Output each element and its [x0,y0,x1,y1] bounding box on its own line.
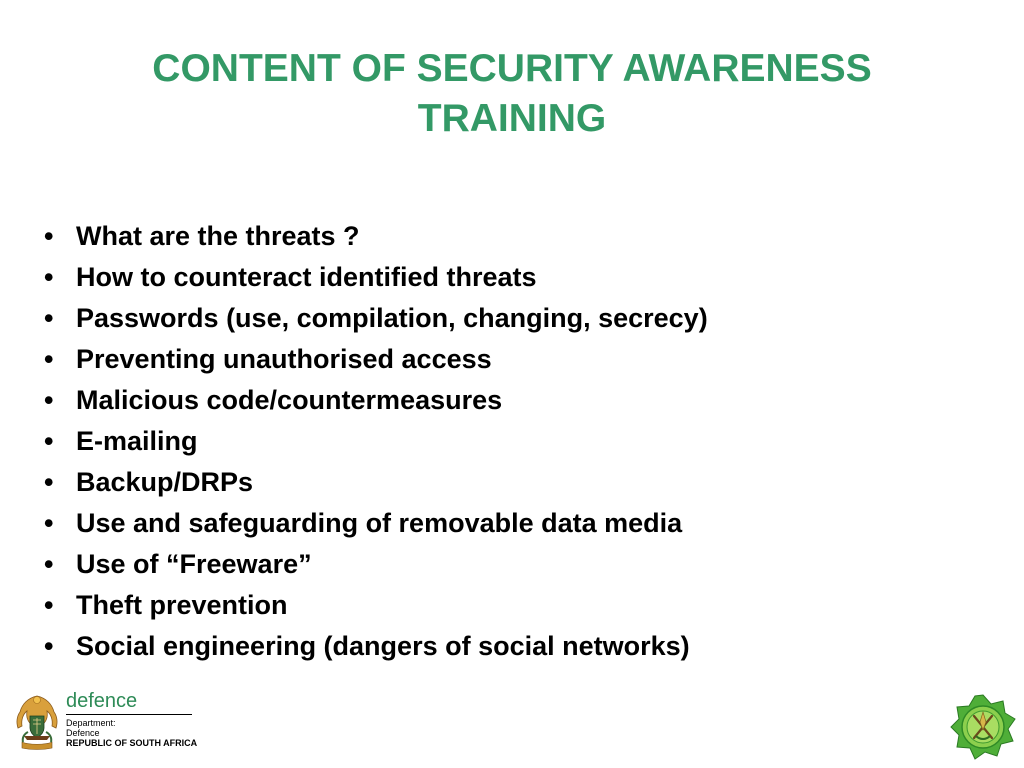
logo-department-label: Department: [66,718,116,728]
list-item [42,421,708,462]
logo-divider [66,714,192,715]
bullet-dot: • [44,467,54,497]
bullet-text: E-mailing [76,426,198,456]
sandf-badge-icon [950,694,1016,760]
list-item [42,462,708,503]
bullet-text: Passwords (use, compilation, changing, secrecy) [76,303,708,333]
list-item [42,298,708,339]
bullet-text: Theft prevention [76,590,288,620]
bullet-dot: • [44,549,54,579]
slide-title-line-1: CONTENT OF SECURITY AWARENESS [152,47,872,90]
bullet-text: How to counteract identified threats [76,262,537,292]
bullet-dot: • [44,303,54,333]
bullet-dot: • [44,221,54,251]
logo-text-block [66,690,206,749]
bullet-text: Use of “Freeware” [76,549,312,579]
list-item [42,380,708,421]
bullet-text: Backup/DRPs [76,467,254,497]
bullet-text: Malicious code/countermeasures [76,385,503,415]
defence-department-logo [14,690,214,756]
bullet-list [42,216,708,667]
logo-wordmark: defence [66,690,138,712]
list-item [42,626,708,667]
bullet-dot: • [44,344,54,374]
bullet-dot: • [44,426,54,456]
bullet-dot: • [44,385,54,415]
logo-department-name: Defence [66,728,100,738]
coat-of-arms-icon [14,692,60,752]
logo-country: REPUBLIC OF SOUTH AFRICA [66,738,198,748]
bullet-dot: • [44,631,54,661]
slide-title [40,44,984,144]
bullet-text: Preventing unauthorised access [76,344,492,374]
list-item [42,544,708,585]
bullet-dot: • [44,262,54,292]
bullet-text: Social engineering (dangers of social networks) [76,631,690,661]
list-item [42,503,708,544]
bullet-text: What are the threats ? [76,221,360,251]
bullet-text: Use and safeguarding of removable data media [76,508,683,538]
bullet-dot: • [44,508,54,538]
list-item [42,257,708,298]
list-item [42,216,708,257]
list-item [42,339,708,380]
slide-title-line-2: TRAINING [417,97,607,140]
bullet-dot: • [44,590,54,620]
list-item [42,585,708,626]
